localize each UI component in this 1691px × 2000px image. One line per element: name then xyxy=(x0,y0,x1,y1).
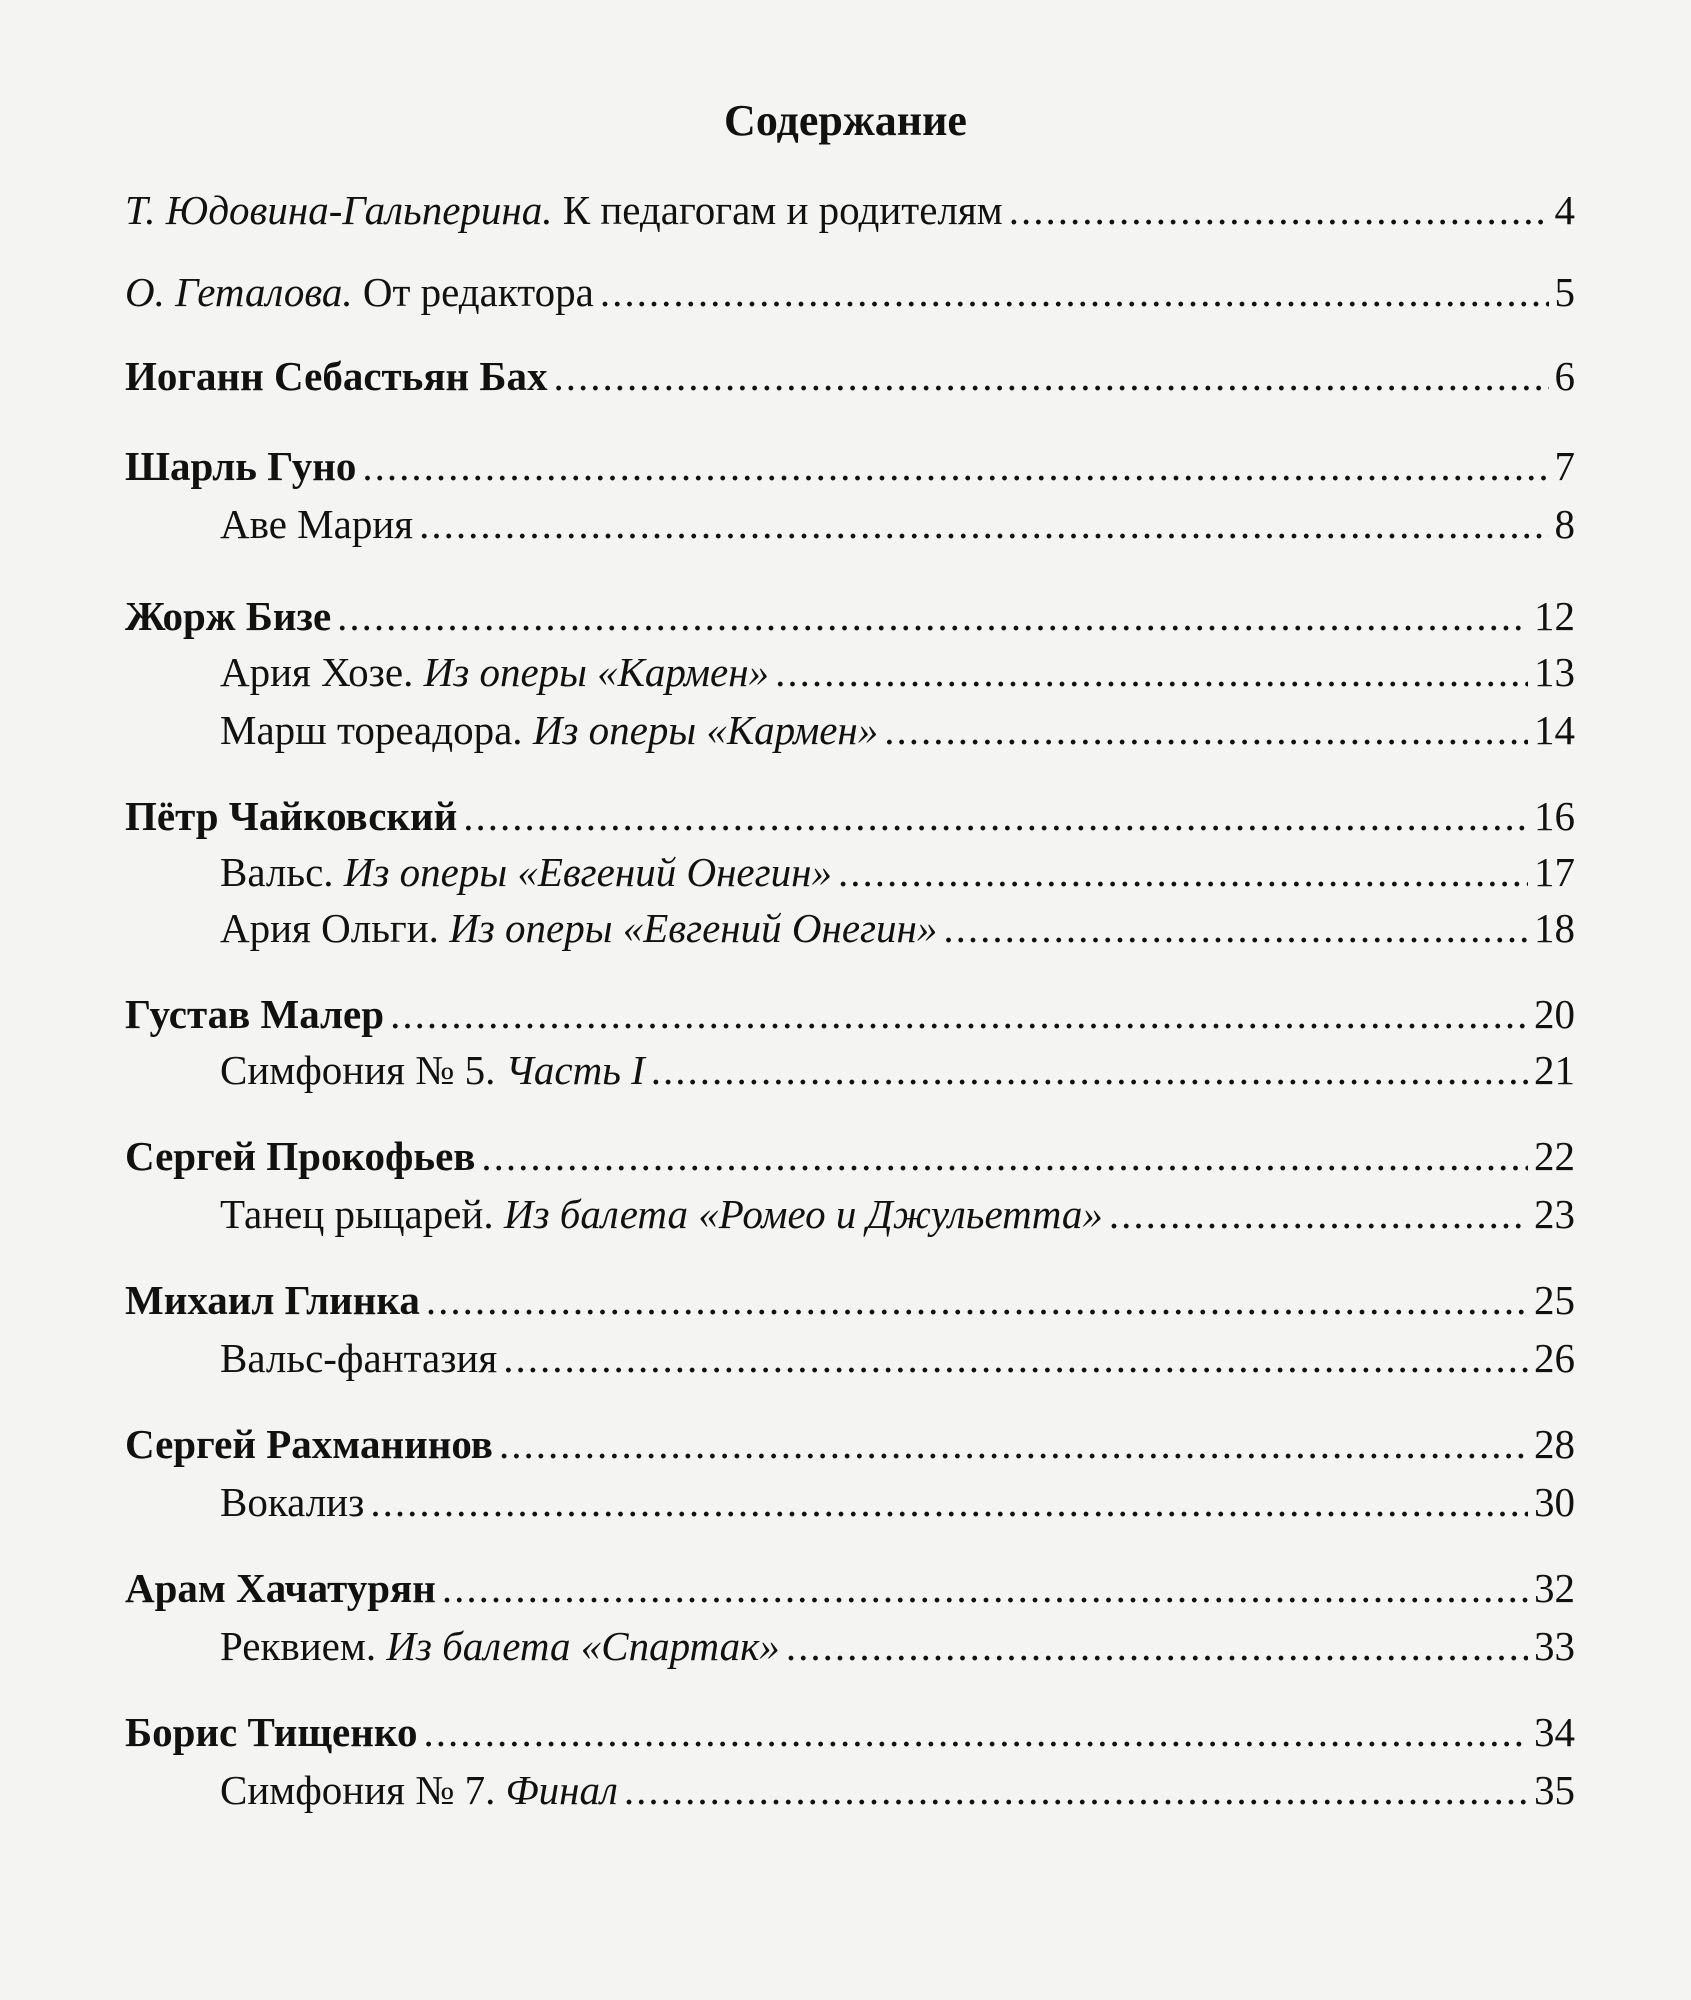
page-number: 14 xyxy=(1534,707,1575,753)
work-title: Симфония № 7. xyxy=(220,1767,496,1813)
page-number: 18 xyxy=(1534,905,1575,951)
entry-label xyxy=(220,1616,780,1676)
entry-label xyxy=(220,842,832,902)
entry-label xyxy=(125,262,594,322)
toc-entry-composer-khachaturian[interactable] xyxy=(125,1558,1575,1618)
page-number: 16 xyxy=(1534,793,1575,839)
author-name: Т. Юдовина-Гальперина. xyxy=(125,187,553,233)
toc-entry-work-ave-maria[interactable] xyxy=(220,494,1575,554)
leader-dots xyxy=(651,1040,1528,1100)
leader-dots xyxy=(390,984,1528,1044)
page-number: 22 xyxy=(1534,1133,1575,1179)
entry-label xyxy=(220,1760,618,1820)
entry-label xyxy=(220,898,937,958)
work-source: Из балета «Ромео и Джульетта» xyxy=(503,1191,1103,1237)
leader-dots xyxy=(1009,180,1549,240)
toc-entry-work-vocalise[interactable] xyxy=(220,1472,1575,1532)
entry-label xyxy=(220,1184,1103,1244)
toc-entry-preface-pedagogues[interactable] xyxy=(125,180,1575,240)
toc-entry-composer-tishchenko[interactable] xyxy=(125,1702,1575,1762)
work-title: Аве Мария xyxy=(220,501,414,547)
work-title: Вальс-фантазия xyxy=(220,1335,498,1381)
work-source: Часть I xyxy=(505,1047,645,1093)
toc-entry-composer-mahler[interactable] xyxy=(125,984,1575,1044)
leader-dots xyxy=(624,1760,1528,1820)
toc-entry-composer-tchaikovsky[interactable] xyxy=(125,786,1575,846)
leader-dots xyxy=(362,436,1548,496)
page-number: 34 xyxy=(1534,1709,1575,1755)
leader-dots xyxy=(337,586,1528,646)
composer-name: Шарль Гуно xyxy=(125,443,357,489)
composer-name: Густав Малер xyxy=(125,991,385,1037)
work-source: Финал xyxy=(505,1767,618,1813)
entry-label xyxy=(220,1040,645,1100)
toc-entry-work-aria-jose[interactable] xyxy=(220,642,1575,702)
entry-label xyxy=(125,180,1003,240)
work-source: Из оперы «Евгений Онегин» xyxy=(343,849,832,895)
leader-dots xyxy=(426,1270,1528,1330)
work-title: Танец рыцарей. xyxy=(220,1191,494,1237)
toc-entry-editor-note[interactable] xyxy=(125,262,1575,322)
leader-dots xyxy=(419,494,1548,554)
work-title: Реквием. xyxy=(220,1623,377,1669)
page-number: 25 xyxy=(1534,1277,1575,1323)
work-title: Вокализ xyxy=(220,1479,365,1525)
leader-dots xyxy=(786,1616,1528,1676)
toc-entry-work-tishchenko-symphony-7[interactable] xyxy=(220,1760,1575,1820)
leader-dots xyxy=(943,898,1528,958)
page-number: 26 xyxy=(1534,1335,1575,1381)
toc-entry-work-mahler-symphony-5[interactable] xyxy=(220,1040,1575,1100)
toc-entry-work-toreador-march[interactable] xyxy=(220,700,1575,760)
toc-entry-composer-bach[interactable] xyxy=(125,346,1575,406)
page-number: 8 xyxy=(1554,501,1575,547)
page-number: 33 xyxy=(1534,1623,1575,1669)
leader-dots xyxy=(463,786,1528,846)
page-number: 32 xyxy=(1534,1565,1575,1611)
page-number: 21 xyxy=(1534,1047,1575,1093)
composer-name: Михаил Глинка xyxy=(125,1277,420,1323)
page-number: 7 xyxy=(1554,443,1575,489)
entry-title: К педагогам и родителям xyxy=(562,187,1003,233)
page-number: 20 xyxy=(1534,991,1575,1037)
leader-dots xyxy=(884,700,1528,760)
page-number: 4 xyxy=(1554,187,1575,233)
entry-label xyxy=(220,700,878,760)
page-number: 30 xyxy=(1534,1479,1575,1525)
leader-dots xyxy=(554,346,1549,406)
composer-name: Сергей Рахманинов xyxy=(125,1421,493,1467)
page-number: 13 xyxy=(1534,649,1575,695)
work-source: Из оперы «Кармен» xyxy=(532,707,879,753)
toc-entry-work-valse-fantaisie[interactable] xyxy=(220,1328,1575,1388)
page-number: 12 xyxy=(1534,593,1575,639)
page-number: 5 xyxy=(1554,269,1575,315)
page-number: 6 xyxy=(1554,353,1575,399)
leader-dots xyxy=(442,1558,1528,1618)
leader-dots xyxy=(600,262,1549,322)
work-title: Симфония № 5. xyxy=(220,1047,496,1093)
work-title: Марш тореадора. xyxy=(220,707,523,753)
leader-dots xyxy=(1109,1184,1528,1244)
toc-entry-composer-prokofiev[interactable] xyxy=(125,1126,1575,1186)
author-name: О. Геталова. xyxy=(125,269,353,315)
toc-entry-composer-gounod[interactable] xyxy=(125,436,1575,496)
work-title: Ария Хозе. xyxy=(220,649,414,695)
toc-entry-work-requiem-spartacus[interactable] xyxy=(220,1616,1575,1676)
composer-name: Иоганн Себастьян Бах xyxy=(125,353,548,399)
entry-label xyxy=(220,642,769,702)
composer-name: Арам Хачатурян xyxy=(125,1565,436,1611)
leader-dots xyxy=(481,1126,1528,1186)
composer-name: Пётр Чайковский xyxy=(125,793,458,839)
page-number: 17 xyxy=(1534,849,1575,895)
page-number: 23 xyxy=(1534,1191,1575,1237)
composer-name: Сергей Прокофьев xyxy=(125,1133,476,1179)
leader-dots xyxy=(499,1414,1528,1474)
work-title: Ария Ольги. xyxy=(220,905,439,951)
composer-name: Борис Тищенко xyxy=(125,1709,418,1755)
toc-entry-work-olga-aria[interactable] xyxy=(220,898,1575,958)
toc-entry-composer-bizet[interactable] xyxy=(125,586,1575,646)
page-title: Содержание xyxy=(724,96,967,145)
page-number: 28 xyxy=(1534,1421,1575,1467)
leader-dots xyxy=(503,1328,1528,1388)
page-number: 35 xyxy=(1534,1767,1575,1813)
work-source: Из балета «Спартак» xyxy=(386,1623,780,1669)
leader-dots xyxy=(370,1472,1528,1532)
composer-name: Жорж Бизе xyxy=(125,593,332,639)
toc-entry-work-dance-of-knights[interactable] xyxy=(220,1184,1575,1244)
leader-dots xyxy=(423,1702,1528,1762)
leader-dots xyxy=(838,842,1528,902)
entry-title: От редактора xyxy=(362,269,594,315)
toc-entry-work-onegin-waltz[interactable] xyxy=(220,842,1575,902)
toc-entry-composer-glinka[interactable] xyxy=(125,1270,1575,1330)
work-title: Вальс. xyxy=(220,849,334,895)
leader-dots xyxy=(775,642,1528,702)
toc-entry-composer-rachmaninoff[interactable] xyxy=(125,1414,1575,1474)
work-source: Из оперы «Евгений Онегин» xyxy=(449,905,938,951)
work-source: Из оперы «Кармен» xyxy=(423,649,770,695)
